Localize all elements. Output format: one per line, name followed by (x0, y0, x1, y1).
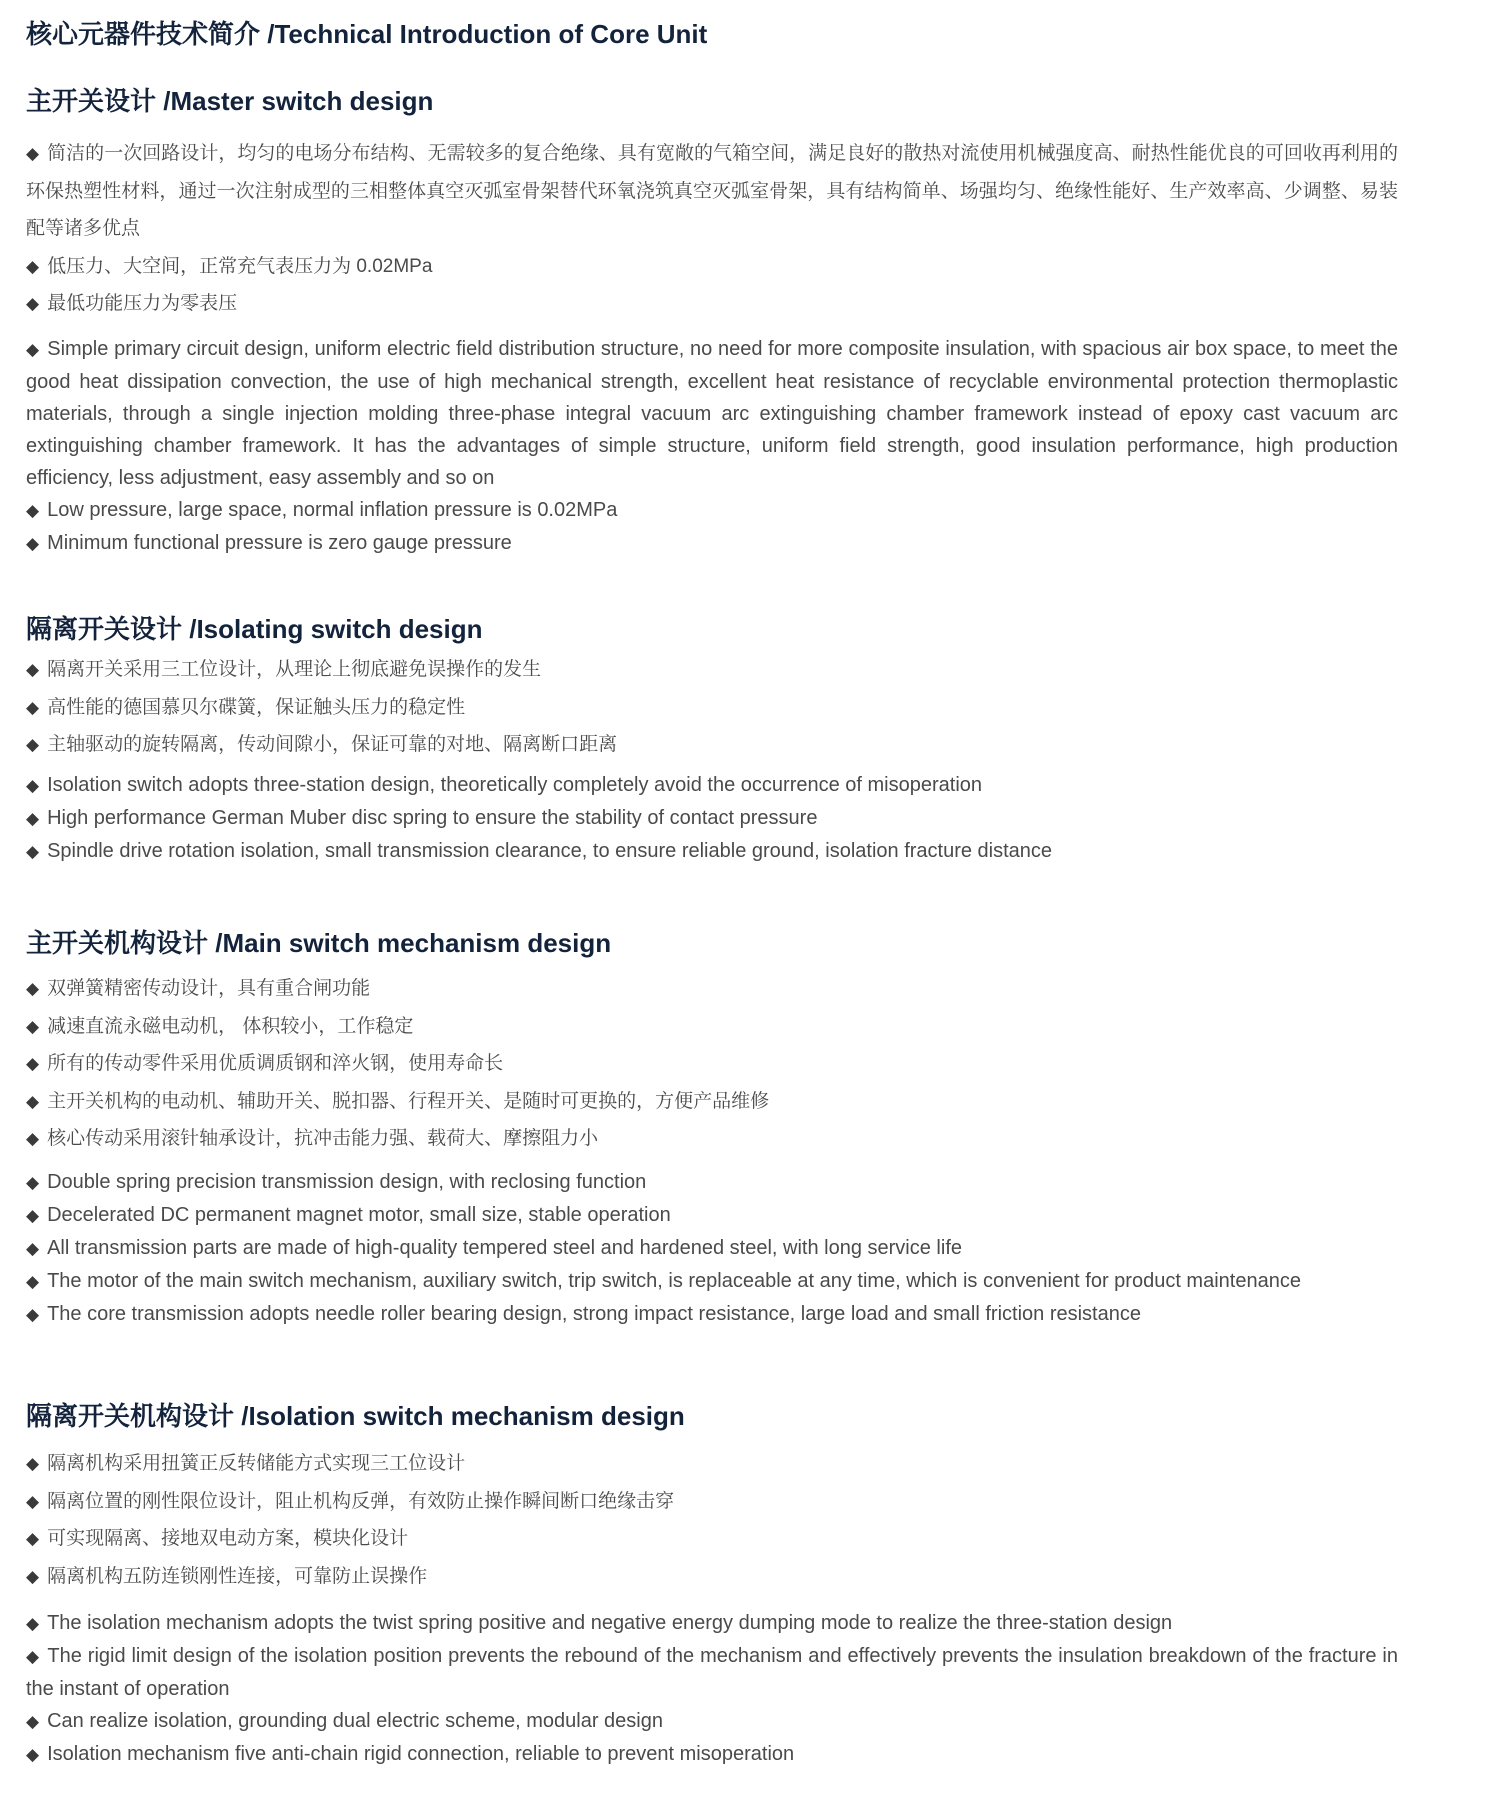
list-item (26, 494, 1398, 527)
section-isolation-switch-mechanism (26, 1399, 1398, 1771)
list-item (26, 1640, 1398, 1705)
section-isolating-switch (26, 612, 1398, 868)
diamond-bullet-icon: ◆ (26, 660, 40, 679)
list-item-text: 所有的传动零件采用优质调质钢和淬火钢，使用寿命长 (47, 1053, 504, 1074)
list-item (26, 1520, 1398, 1558)
diamond-bullet-icon: ◆ (26, 775, 40, 795)
diamond-bullet-icon: ◆ (26, 1091, 40, 1111)
diamond-bullet-icon: ◆ (26, 1016, 40, 1036)
en-bullet-list (26, 769, 1398, 868)
list-item-text: The rigid limit design of the isolation position prevents the rebound of the mechanism and effectively prevents the insulation breakdown of the fracture in the instant of operation (26, 1645, 1398, 1700)
list-item (26, 1120, 1398, 1158)
diamond-bullet-icon: ◆ (26, 1647, 40, 1666)
list-item (26, 1083, 1398, 1121)
diamond-bullet-icon: ◆ (26, 294, 40, 313)
list-item (26, 651, 1398, 689)
page-title: 核心元器件技术简介 /Technical Introduction of Core Unit (26, 19, 708, 49)
diamond-bullet-icon: ◆ (26, 144, 40, 163)
list-item (26, 285, 1398, 323)
list-item (26, 1008, 1398, 1046)
diamond-bullet-icon: ◆ (26, 735, 40, 754)
en-bullet-list (26, 1607, 1398, 1771)
list-item-text: Isolation mechanism five anti-chain rigid connection, reliable to prevent misoperation (47, 1743, 795, 1765)
list-item (26, 1045, 1398, 1083)
list-item (26, 1445, 1398, 1483)
list-item (26, 970, 1398, 1008)
cn-bullet-list (26, 651, 1398, 764)
list-item (26, 527, 1398, 560)
list-item-text: 最低功能压力为零表压 (47, 293, 238, 314)
list-item (26, 1558, 1398, 1596)
list-item-text: Low pressure, large space, normal inflation pressure is 0.02MPa (47, 498, 618, 521)
diamond-bullet-icon: ◆ (26, 500, 40, 520)
diamond-bullet-icon: ◆ (26, 1745, 40, 1764)
cn-bullet-list (26, 1445, 1398, 1595)
list-item-text: 主开关机构的电动机、辅助开关、脱扣器、行程开关、是随时可更换的，方便产品维修 (47, 1090, 770, 1112)
list-item (26, 1738, 1398, 1771)
list-item (26, 689, 1398, 727)
cn-bullet-list (26, 970, 1398, 1158)
list-item (26, 333, 1398, 494)
section-title: 隔离开关机构设计 /Isolation switch mechanism design (26, 1401, 685, 1431)
diamond-bullet-icon: ◆ (26, 1054, 40, 1073)
diamond-bullet-icon: ◆ (26, 1205, 40, 1225)
list-item (26, 1232, 1398, 1265)
en-bullet-list (26, 1166, 1398, 1331)
cn-bullet-list (26, 135, 1398, 323)
diamond-bullet-icon: ◆ (26, 1304, 40, 1324)
diamond-bullet-icon: ◆ (26, 1129, 40, 1148)
list-item-text: High performance German Muber disc spring to ensure the stability of contact pressure (47, 806, 818, 829)
list-item (26, 135, 1398, 248)
list-item (26, 1607, 1398, 1640)
diamond-bullet-icon: ◆ (26, 1566, 40, 1586)
list-item-text: 简洁的一次回路设计，均匀的电场分布结构、无需较多的复合绝缘、具有宽敞的气箱空间，满足良好的散热对流使用机械强度高、耐热性能优良的可回收再利用的环保热塑性材料，通过一次注射成型的三相整体真空灭弧室骨架替代环氧浇筑真空灭弧室骨架，具有结构简单、场强均匀、绝缘性能好、生产效率高、少调整、易装配等诸多优点 (26, 143, 1398, 239)
list-item (26, 1166, 1398, 1199)
list-item-text: 隔离位置的刚性限位设计，阻止机构反弹，有效防止操作瞬间断口绝缘击穿 (47, 1490, 675, 1512)
list-item-text: Minimum functional pressure is zero gauge pressure (47, 531, 512, 554)
section-title: 主开关设计 /Master switch design (26, 86, 434, 116)
list-item (26, 802, 1398, 835)
list-item (26, 1265, 1398, 1298)
list-item-text: 减速直流永磁电动机， 体积较小，工作稳定 (47, 1015, 414, 1037)
diamond-bullet-icon: ◆ (26, 1454, 40, 1473)
diamond-bullet-icon: ◆ (26, 339, 40, 359)
en-bullet-list (26, 333, 1398, 560)
list-item (26, 248, 1398, 286)
list-item-text: 低压力、大空间，正常充气表压力为 0.02MPa (47, 255, 433, 277)
section-main-switch-mechanism (26, 926, 1398, 1331)
diamond-bullet-icon: ◆ (26, 841, 40, 861)
list-item-text: 双弹簧精密传动设计，具有重合闸功能 (47, 978, 371, 999)
list-item-text: Can realize isolation, grounding dual electric scheme, modular design (47, 1710, 663, 1732)
diamond-bullet-icon: ◆ (26, 533, 40, 553)
list-item-text: Decelerated DC permanent magnet motor, small size, stable operation (47, 1203, 671, 1226)
list-item (26, 1705, 1398, 1738)
list-item-text: 可实现隔离、接地双电动方案，模块化设计 (47, 1528, 409, 1549)
diamond-bullet-icon: ◆ (26, 1614, 40, 1633)
diamond-bullet-icon: ◆ (26, 697, 40, 717)
diamond-bullet-icon: ◆ (26, 1172, 40, 1192)
diamond-bullet-icon: ◆ (26, 1271, 40, 1291)
diamond-bullet-icon: ◆ (26, 979, 40, 998)
diamond-bullet-icon: ◆ (26, 1491, 40, 1511)
list-item-text: 核心传动采用滚针轴承设计，抗冲击能力强、载荷大、摩擦阻力小 (47, 1128, 599, 1149)
list-item-text: All transmission parts are made of high-quality tempered steel and hardened steel, with long service life (47, 1236, 962, 1259)
list-item-text: 隔离开关采用三工位设计，从理论上彻底避免误操作的发生 (47, 659, 542, 680)
diamond-bullet-icon: ◆ (26, 1712, 40, 1731)
list-item-text: The isolation mechanism adopts the twist spring positive and negative energy dumping mode to realize the three-station design (47, 1612, 1173, 1634)
section-title: 主开关机构设计 /Main switch mechanism design (26, 928, 612, 958)
list-item-text: 主轴驱动的旋转隔离，传动间隙小，保证可靠的对地、隔离断口距离 (47, 734, 618, 755)
list-item-text: 隔离机构采用扭簧正反转储能方式实现三工位设计 (47, 1453, 466, 1474)
diamond-bullet-icon: ◆ (26, 1529, 40, 1548)
section-master-switch (26, 84, 1398, 560)
list-item-text: Spindle drive rotation isolation, small transmission clearance, to ensure reliable ground, isolation fracture distance (47, 839, 1053, 862)
list-item-text: The core transmission adopts needle roller bearing design, strong impact resistance, large load and small friction resistance (47, 1302, 1141, 1325)
list-item (26, 1298, 1398, 1331)
list-item (26, 1199, 1398, 1232)
list-item-text: 隔离机构五防连锁刚性连接，可靠防止误操作 (47, 1565, 428, 1587)
diamond-bullet-icon: ◆ (26, 808, 40, 828)
diamond-bullet-icon: ◆ (26, 1238, 40, 1258)
list-item-text: 高性能的德国慕贝尔碟簧，保证触头压力的稳定性 (47, 696, 466, 718)
list-item (26, 769, 1398, 802)
list-item-text: Simple primary circuit design, uniform electric field distribution structure, no need for more composite insulation, with spacious air box space, to meet the good heat dissipation convection, the use of high mechanical strength, excellent heat resistance of recyclable environmental protection thermoplastic materials, through a single injection molding three-phase integral vacuum arc extinguishing chamber framework instead of epoxy cast vacuum arc extinguishing chamber framework. It has the advantages of simple structure, uniform field strength, good insulation performance, high production efficiency, less adjustment, easy assembly and so on (26, 337, 1398, 489)
list-item (26, 726, 1398, 764)
list-item-text: Isolation switch adopts three-station design, theoretically completely avoid the occurrence of misoperation (47, 773, 983, 796)
list-item-text: The motor of the main switch mechanism, auxiliary switch, trip switch, is replaceable at any time, which is convenient for product maintenance (47, 1269, 1301, 1292)
list-item (26, 1483, 1398, 1521)
section-title: 隔离开关设计 /Isolating switch design (26, 614, 483, 644)
list-item-text: Double spring precision transmission design, with reclosing function (47, 1170, 647, 1193)
diamond-bullet-icon: ◆ (26, 256, 40, 276)
list-item (26, 835, 1398, 868)
